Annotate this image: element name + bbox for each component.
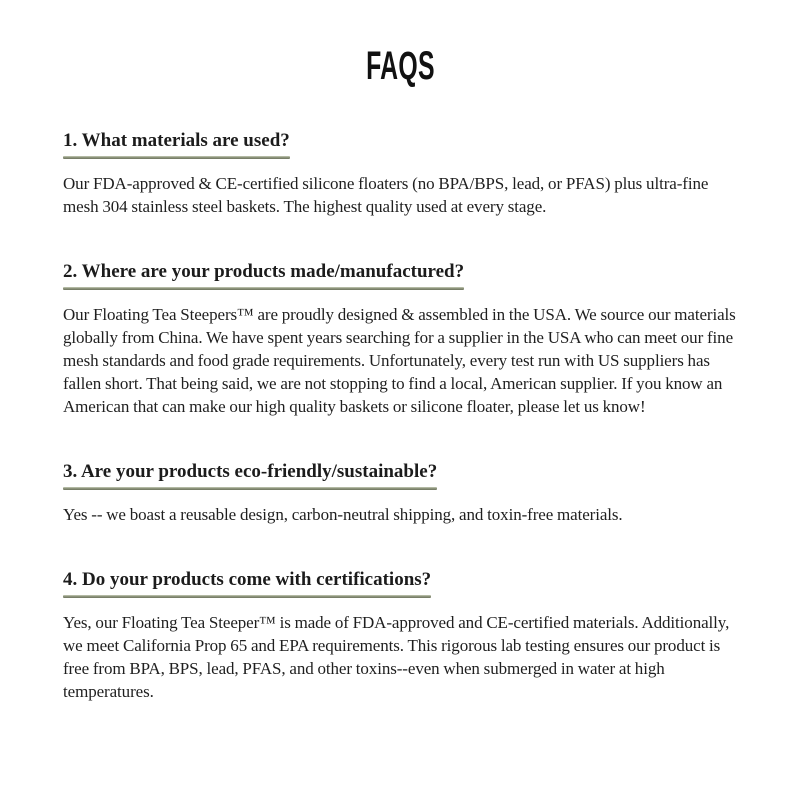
faq-item bbox=[63, 130, 745, 218]
faq-question bbox=[63, 461, 437, 490]
faq-item bbox=[63, 569, 745, 703]
faq-list bbox=[63, 130, 745, 703]
faq-answer: Yes, our Floating Tea Steeper™ is made of FDA-approved and CE-certified materials. Additionally, we meet California Prop 65 and EPA requirements. This rigorous lab testing ensures our product is free from BPA, BPS, lead, PFAS, and other toxins--even when submerged in water at high temperatures. bbox=[63, 613, 730, 701]
faq-answer: Our FDA-approved & CE-certified silicone floaters (no BPA/BPS, lead, or PFAS) plus ultra-fine mesh 304 stainless steel baskets. The highest quality used at every stage. bbox=[63, 174, 709, 216]
page-title: FAQS bbox=[365, 44, 435, 88]
question-underline bbox=[63, 595, 431, 598]
faq-question bbox=[63, 569, 431, 598]
faq-question-text: 4. Do your products come with certifications? bbox=[63, 569, 432, 590]
question-underline bbox=[63, 487, 437, 490]
faq-item bbox=[63, 461, 745, 526]
question-underline bbox=[63, 156, 290, 159]
faq-item bbox=[63, 261, 745, 418]
faq-question-text: 1. What materials are used? bbox=[63, 130, 290, 151]
faq-answer: Our Floating Tea Steepers™ are proudly designed & assembled in the USA. We source our materials globally from China. We have spent years searching for a supplier in the USA who can meet our fine mesh standards and food grade requirements. Unfortunately, every test run with US suppliers has fallen short. That being said, we are not stopping to find a local, American supplier. If you know an American that can make our high quality baskets or silicone floater, please let us know! bbox=[63, 305, 736, 416]
faq-answer: Yes -- we boast a reusable design, carbon-neutral shipping, and toxin-free materials. bbox=[63, 505, 623, 524]
question-underline bbox=[63, 287, 464, 290]
faq-question bbox=[63, 261, 464, 290]
page-header bbox=[0, 46, 800, 86]
faq-question-text: 2. Where are your products made/manufactured? bbox=[63, 261, 465, 282]
faq-question bbox=[63, 130, 290, 159]
faq-question-text: 3. Are your products eco-friendly/sustainable? bbox=[63, 461, 438, 482]
